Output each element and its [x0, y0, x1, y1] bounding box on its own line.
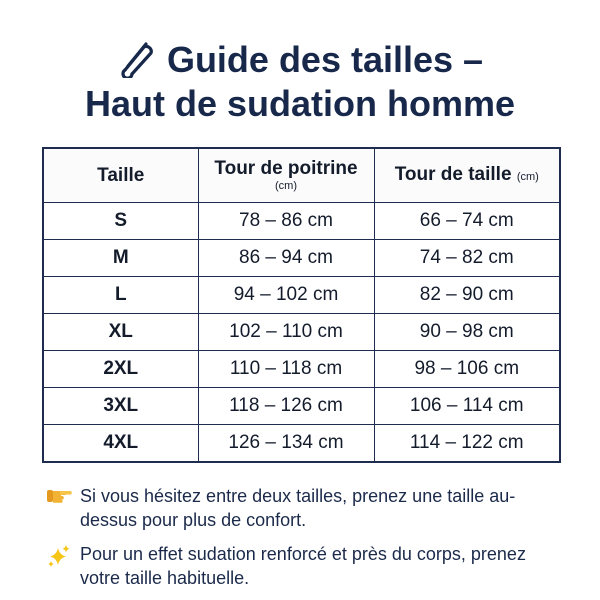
size-cell: S: [43, 203, 198, 240]
chest-cell: 94 – 102 cm: [198, 277, 374, 314]
header-chest: Tour de poitrine (cm): [198, 148, 374, 203]
waist-cell: 82 – 90 cm: [374, 277, 560, 314]
table-row: [43, 351, 560, 388]
waist-cell: 90 – 98 cm: [374, 314, 560, 351]
table-row: [43, 277, 560, 314]
note-item: [46, 542, 566, 590]
page-title: [0, 38, 600, 126]
waist-cell: 74 – 82 cm: [374, 240, 560, 277]
table-row: [43, 425, 560, 463]
size-cell: M: [43, 240, 198, 277]
title-line-2: Haut de sudation homme: [84, 83, 516, 124]
notes: [46, 484, 566, 600]
header-waist-unit: (cm): [516, 170, 539, 183]
table-row: [43, 388, 560, 425]
title-line-1: Guide des tailles –: [0, 38, 600, 82]
header-chest-unit: (cm): [275, 180, 297, 192]
size-cell: XL: [43, 314, 198, 351]
size-cell: 3XL: [43, 388, 198, 425]
sparkles-icon: [46, 544, 80, 575]
waist-cell: 98 – 106 cm: [374, 351, 560, 388]
safety-pin-icon: [117, 38, 157, 78]
chest-cell: 78 – 86 cm: [198, 203, 374, 240]
size-cell: 2XL: [43, 351, 198, 388]
size-cell: 4XL: [43, 425, 198, 463]
pointing-hand-icon: [46, 486, 80, 509]
chest-cell: 102 – 110 cm: [198, 314, 374, 351]
chest-cell: 110 – 118 cm: [198, 351, 374, 388]
header-waist: Tour de taille (cm): [374, 148, 560, 203]
waist-cell: 66 – 74 cm: [374, 203, 560, 240]
note-item: [46, 484, 566, 532]
waist-cell: 114 – 122 cm: [374, 425, 560, 463]
waist-cell: 106 – 114 cm: [374, 388, 560, 425]
table-header-row: [43, 148, 560, 203]
size-table: [42, 147, 561, 463]
table-row: [43, 314, 560, 351]
size-cell: L: [43, 277, 198, 314]
note-text: Si vous hésitez entre deux tailles, prenez une taille au-dessus pour plus de confort.: [80, 486, 516, 530]
chest-cell: 118 – 126 cm: [198, 388, 374, 425]
table-row: [43, 240, 560, 277]
note-text: Pour un effet sudation renforcé et près du corps, prenez votre taille habituelle.: [80, 544, 526, 588]
chest-cell: 126 – 134 cm: [198, 425, 374, 463]
table-row: [43, 203, 560, 240]
header-size: Taille: [43, 148, 198, 203]
chest-cell: 86 – 94 cm: [198, 240, 374, 277]
